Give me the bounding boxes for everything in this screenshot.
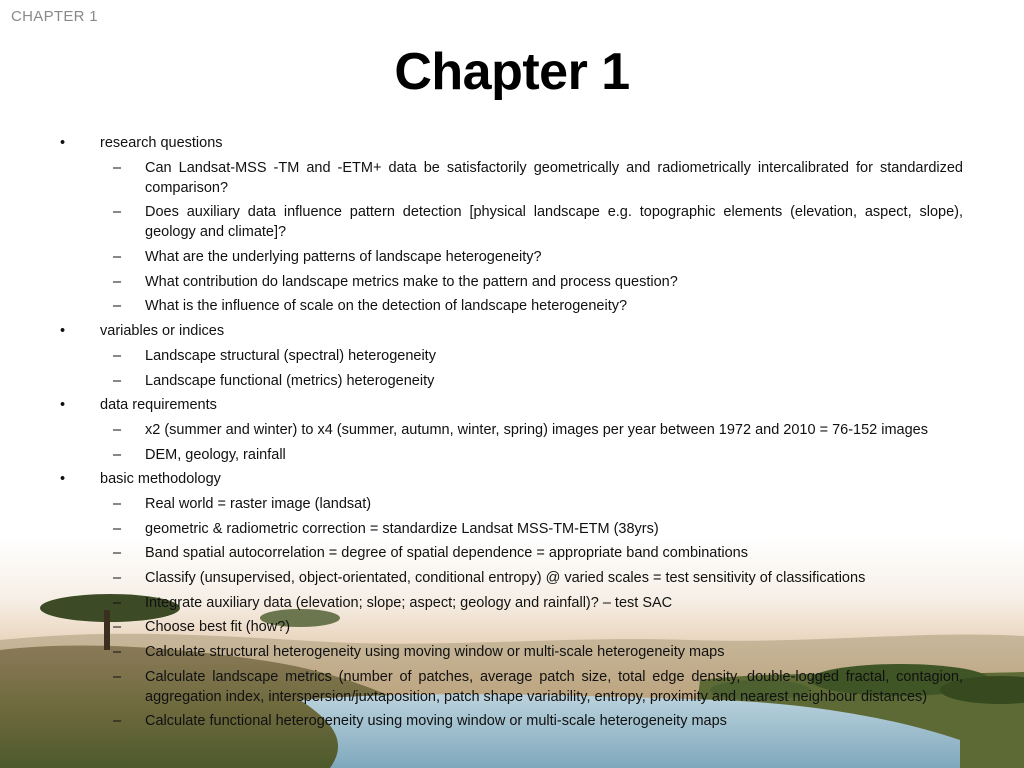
outline-item xyxy=(60,667,963,707)
outline-content xyxy=(60,133,963,736)
dash-icon: – xyxy=(113,668,122,685)
item-text: Calculate functional heterogeneity using moving window or multi-scale heterogeneity maps xyxy=(145,713,727,730)
item-text: geometric & radiometric correction = standardize Landsat MSS-TM-ETM (38yrs) xyxy=(145,520,659,537)
outline-section xyxy=(60,395,963,415)
dash-icon: – xyxy=(113,594,122,611)
page-title: Chapter 1 xyxy=(394,43,630,101)
dash-icon: – xyxy=(113,495,122,512)
dash-icon: – xyxy=(113,570,122,586)
item-text: What contribution do landscape metrics make to the pattern and process question? xyxy=(145,273,678,290)
section-heading: variables or indices xyxy=(100,323,225,340)
outline-item xyxy=(60,247,963,267)
outline-item xyxy=(60,568,963,588)
item-text: Can Landsat-MSS -TM and -ETM+ data be satisfactorily geometrically and radiometrically intercalibrated for standardized comparison? xyxy=(145,159,963,196)
dash-icon: – xyxy=(113,249,122,266)
section-heading: basic methodology xyxy=(100,471,221,488)
item-text: Calculate landscape metrics (number of patches, average patch size, total edge density, double-logged fractal, contagion, aggregation index, interspersion/juxtaposition, patch shape variability, entropy, proximity and nearest neighbour distances) xyxy=(145,668,963,705)
outline-item xyxy=(60,617,963,637)
item-text: Landscape structural (spectral) heterogeneity xyxy=(145,347,436,364)
outline-item xyxy=(60,202,963,242)
dash-icon: – xyxy=(113,446,122,463)
item-text: Choose best fit (how?) xyxy=(145,619,291,636)
item-text: Integrate auxiliary data (elevation; slope; aspect; geology and rainfall)? – test SAC xyxy=(145,594,673,611)
bullet-icon: • xyxy=(60,397,66,414)
item-text: Landscape functional (metrics) heterogeneity xyxy=(145,372,435,389)
dash-icon: – xyxy=(113,159,122,176)
item-text: Does auxiliary data influence pattern detection [physical landscape e.g. topographic elements (elevation, aspect, slope), geology and climate]? xyxy=(145,204,963,241)
item-text: Real world = raster image (landsat) xyxy=(145,495,372,512)
bullet-icon: • xyxy=(60,323,66,340)
outline-item xyxy=(60,445,963,465)
outline-item xyxy=(60,593,963,613)
outline-item xyxy=(60,642,963,662)
section-heading: research questions xyxy=(100,135,223,151)
outline-section xyxy=(60,469,963,489)
chapter-header-label: CHAPTER 1 xyxy=(11,8,98,25)
bullet-icon: • xyxy=(60,135,66,151)
dash-icon: – xyxy=(113,298,122,315)
item-text: What are the underlying patterns of landscape heterogeneity? xyxy=(145,249,542,266)
bullet-icon: • xyxy=(60,471,66,488)
dash-icon: – xyxy=(113,644,122,661)
outline-section xyxy=(60,133,963,153)
item-text: DEM, geology, rainfall xyxy=(145,446,286,463)
outline-item xyxy=(60,711,963,731)
outline-item xyxy=(60,420,963,440)
section-heading: data requirements xyxy=(100,397,217,414)
dash-icon: – xyxy=(113,713,122,730)
dash-icon: – xyxy=(113,204,122,221)
dash-icon: – xyxy=(113,421,122,438)
outline-item xyxy=(60,272,963,292)
dash-icon: – xyxy=(113,273,122,290)
dash-icon: – xyxy=(113,545,122,562)
outline-item xyxy=(60,543,963,563)
dash-icon: – xyxy=(113,619,122,636)
item-text: What is the influence of scale on the detection of landscape heterogeneity? xyxy=(145,298,628,315)
outline-item xyxy=(60,346,963,366)
outline-item xyxy=(60,158,963,198)
dash-icon: – xyxy=(113,372,122,389)
item-text: Band spatial autocorrelation = degree of spatial dependence = appropriate band combinations xyxy=(145,545,748,562)
item-text: Calculate structural heterogeneity using moving window or multi-scale heterogeneity maps xyxy=(145,644,725,661)
item-text: Classify (unsupervised, object-orientated, conditional entropy) @ varied scales = test sensitivity of classifications xyxy=(145,570,866,586)
dash-icon: – xyxy=(113,520,122,537)
dash-icon: – xyxy=(113,347,122,364)
outline-item xyxy=(60,371,963,391)
outline-section xyxy=(60,321,963,341)
item-text: x2 (summer and winter) to x4 (summer, autumn, winter, spring) images per year between 1972 and 2010 = 76-152 images xyxy=(145,421,928,438)
outline-item xyxy=(60,519,963,539)
outline-item xyxy=(60,494,963,514)
outline-item xyxy=(60,296,963,316)
